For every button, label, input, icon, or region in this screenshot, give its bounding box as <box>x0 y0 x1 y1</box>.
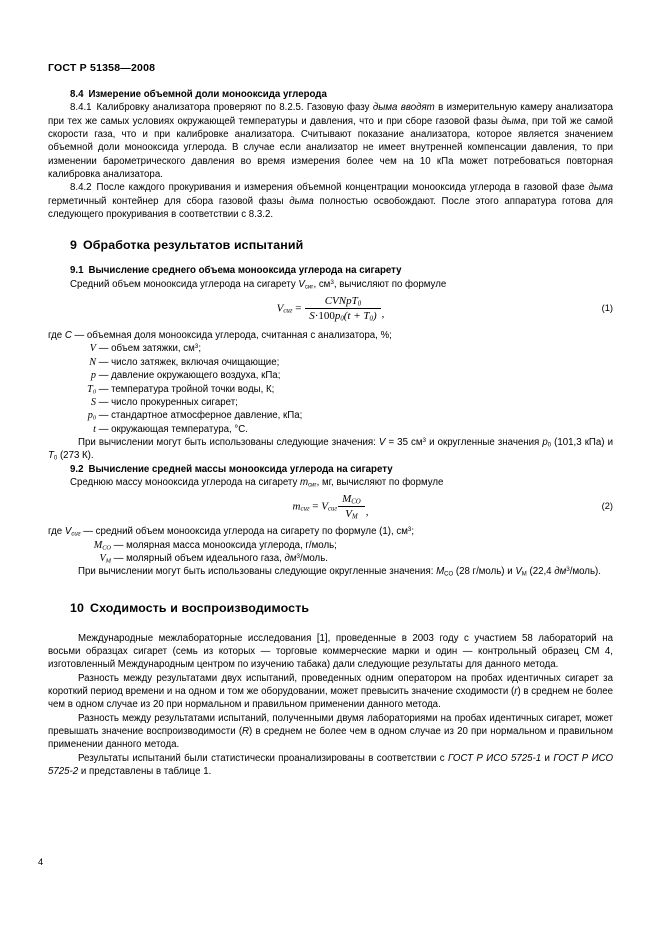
formula-1-number: (1) <box>601 303 613 314</box>
clause-8-4-number: 8.4 <box>70 89 84 100</box>
clause-9-1-lead-subscript: сиг <box>304 284 314 291</box>
definition-description: — объемная доля монооксида углерода, считанная с анализатора, %; <box>71 330 392 342</box>
formula-1-lhs-subscript: сиг <box>283 307 293 315</box>
clause-9-2-number: 9.2 <box>70 463 84 475</box>
definition-item <box>48 409 613 422</box>
definition-symbol: t <box>93 423 96 435</box>
definition-description: — средний объем монооксида углерода на сигарету по формуле (1), см <box>80 526 408 538</box>
clause-9-1-title: Вычисление среднего объема монооксида углерода на сигарету <box>88 265 402 277</box>
formula-2-denominator: $V_М$ <box>345 508 358 521</box>
reproducibility-symbol: R <box>242 726 250 738</box>
note-symbol-p: p <box>542 436 548 448</box>
clause-8-4-1-text-a: Калибровку анализатора проверяют по 8.2.5. Газовую фазу <box>96 102 373 114</box>
reference-gost-5725-1: ГОСТ Р ИСО 5725-1 <box>447 752 542 764</box>
definition-description: — окружающая температура, °С. <box>96 423 248 435</box>
definition-symbol: V <box>89 343 96 355</box>
clause-9-1-lead-c: , вычисляют по формуле <box>333 278 447 290</box>
clause-8-4-1-number: 8.4.1 <box>70 102 92 114</box>
formula-2-lhs: m <box>292 500 301 513</box>
clause-9-2-note <box>48 565 613 578</box>
definition-symbol: $V_М$ <box>99 552 111 565</box>
clause-9-1-lead <box>48 278 613 291</box>
clause-8-4-heading <box>48 88 613 101</box>
repeatability-symbol: r <box>514 686 518 697</box>
definition-item <box>48 342 613 355</box>
section-10-title: Сходимость и воспроизводимость <box>90 600 310 615</box>
clause-8-4-2-text-b: герметичный контейнер для сбора газовой фазы <box>48 195 290 207</box>
note-text-d: (101,3 кПа) и <box>551 436 613 448</box>
where-label: где <box>48 330 65 342</box>
where-label: где <box>48 526 65 538</box>
paragraph-8-4-2 <box>48 181 613 221</box>
definition-superscript: 3 <box>407 526 412 534</box>
definition-description: — молярная масса монооксида углерода, г/моль; <box>111 539 337 551</box>
definition-symbol: $p_0$ <box>87 410 96 422</box>
note-text-e: (273 К). <box>57 450 94 462</box>
definition-description: — давление окружающего воздуха, кПа; <box>96 370 281 382</box>
clause-8-4-2-number: 8.4.2 <box>70 182 92 194</box>
clause-9-2-lead-subscript: сиг <box>308 482 317 489</box>
clause-9-2-lead-a: Среднюю массу монооксида углерода на сигарету <box>70 476 300 488</box>
definition-description: — число затяжек, включая очищающие; <box>96 356 280 368</box>
definition-symbol: N <box>89 356 96 368</box>
formula-1-comma: , <box>381 308 385 321</box>
definition-description: — число прокуренных сигарет; <box>96 396 238 408</box>
clause-9-2-title: Вычисление средней массы монооксида углерода на сигарету <box>88 463 393 475</box>
clause-8-4-2-italic-2: дыма <box>289 195 314 207</box>
section-10-heading <box>48 600 613 616</box>
definition-item <box>48 396 613 409</box>
clause-9-1-number: 9.1 <box>70 265 84 277</box>
note-symbol-t: T <box>48 450 54 462</box>
definition-symbol: $V_{сиг}$ <box>64 526 81 538</box>
clause-9-1-definitions <box>48 329 613 436</box>
clause-8-4-2-italic-1: дыма <box>588 182 613 194</box>
formula-2-number: (2) <box>601 501 613 512</box>
formula-2-comma: , <box>365 506 369 519</box>
definition-item <box>48 423 613 436</box>
definition-item <box>48 329 613 342</box>
section-10-paragraph-2 <box>48 672 613 712</box>
definition-description: — температура тройной точки воды, К; <box>96 383 275 395</box>
clause-8-4-title: Измерение объемной доли монооксида углерода <box>88 89 327 100</box>
section-10-paragraph-4 <box>48 752 613 779</box>
definition-symbol: $M_{CO}$ <box>93 539 111 551</box>
note-unit-dm: дм <box>554 566 567 578</box>
clause-9-1-lead-a: Средний объем монооксида углерода на сигарету <box>70 278 299 290</box>
definition-symbol: C <box>64 330 72 342</box>
formula-1-numerator: CVNpT$_0$ <box>305 295 380 309</box>
note-symbol-v-sub: М <box>521 571 527 578</box>
definition-item <box>48 539 613 552</box>
section-9-number: 9 <box>70 238 78 253</box>
p4-text-b: и представлены в таблице 1. <box>78 766 212 778</box>
p2-text-b: ) в среднем не более чем в одном случае из 20 при нормальном и правильном применении данного метода. <box>48 686 613 711</box>
definition-item <box>48 525 613 538</box>
formula-1-fraction <box>305 295 380 322</box>
formula-1-denominator: $S\cdot 100p_0(t + T_0)$ <box>309 310 377 323</box>
definition-item <box>48 369 613 382</box>
definition-description-tail: /моль. <box>300 552 328 564</box>
reference-gost-5725-2: ГОСТ Р ИСО 5725-2 <box>48 752 613 778</box>
clause-8-4-1-text-c: , при той же самой скорости газа, что и при калибровке анализатора. Считывают показание анализатора, которое является значением объемной доли монооксида углерода. В случае если анализатор не имеет внутренней компенсации давления, то при изменении барометрического давления во время измерения более чем на 10 кПа может потребоваться повторная калибровка анализатора. <box>48 115 613 181</box>
section-10-paragraph-1: Международные межлабораторные исследования [1], проведенные в 2003 году с участием 58 лабораторий на восьми образцах сигарет (семь из которых — торговые коммерческие марки и один — контрольный образец СМ 4, изготовленный Международным центром по изучению табака) дали следующие результаты для данного метода. <box>48 632 613 671</box>
clause-9-2-lead <box>48 476 613 489</box>
definition-italic-unit: дм <box>284 552 297 564</box>
definition-item <box>48 356 613 369</box>
clause-8-4-1-text-b: в измерительную камеру анализатора при тех же самых условиях окружающей температуры и давления, что и при сборе газовой фазы <box>48 102 613 127</box>
formula-1 <box>48 295 613 322</box>
formula-2-row <box>48 489 613 525</box>
formula-2-rhs-subscript: сиг <box>328 505 338 513</box>
definition-description: — объем затяжки, см <box>96 343 195 355</box>
definition-description: — стандартное атмосферное давление, кПа; <box>96 410 303 422</box>
clause-9-1-lead-superscript: 3 <box>330 278 334 286</box>
formula-2-rhs-symbol: V <box>321 500 328 513</box>
clause-9-1-lead-b: , см <box>313 278 331 290</box>
note-text-a: При вычислении могут быть использованы следующие округленные значения: <box>78 566 437 578</box>
note-text-c: (22,4 <box>526 566 555 578</box>
clause-9-2-definitions <box>48 525 613 565</box>
clause-9-1-lead-symbol: V <box>298 278 305 290</box>
note-symbol-v: V <box>515 566 522 578</box>
clause-9-1-heading <box>48 264 613 277</box>
p4-text-a: Результаты испытаний были статистически проанализированы в соответствии с <box>78 752 448 764</box>
note-superscript: 3 <box>566 566 570 574</box>
formula-2 <box>48 493 613 520</box>
formula-2-fraction <box>338 493 365 520</box>
note-text-b: = 35 см <box>385 436 423 448</box>
p2-text-a: Разность между результатами двух испытаний, проведенных одним оператором на пробах идентичных сигарет за короткий период времени и на одном и том же оборудовании, может превысить значение сходимости ( <box>48 672 613 697</box>
definition-description-tail: ; <box>198 343 202 355</box>
note-text-d: /моль). <box>569 566 601 578</box>
note-symbol-t-sub: 0 <box>53 455 58 462</box>
page-number: 4 <box>38 857 44 867</box>
clause-9-2-lead-symbol: m <box>300 476 309 488</box>
note-text-a: При вычислении могут быть использованы следующие значения: <box>78 436 379 448</box>
clause-9-2-lead-b: , мг, вычисляют по формуле <box>316 476 444 488</box>
note-symbol-m: M <box>436 566 445 578</box>
note-superscript: 3 <box>422 437 427 445</box>
formula-2-equals: = <box>312 500 319 513</box>
paragraph-8-4-1 <box>48 101 613 181</box>
definition-symbol: S <box>90 396 96 408</box>
page-content <box>48 88 613 778</box>
note-symbol-v: V <box>378 436 386 448</box>
note-text-c: и округленные значения <box>426 436 543 448</box>
definition-superscript: 3 <box>296 553 301 561</box>
note-symbol-p-sub: 0 <box>547 442 552 449</box>
p4-text-mid: и <box>541 752 554 764</box>
clause-9-2-heading <box>48 463 613 476</box>
clause-8-4-1-italic-1: дыма вводят <box>372 102 435 114</box>
definition-superscript: 3 <box>194 343 199 351</box>
definition-description-tail: ; <box>411 526 415 538</box>
formula-2-numerator: $M_{CO}$ <box>338 493 365 507</box>
definition-description: — молярный объем идеального газа, <box>111 552 285 564</box>
formula-2-lhs-subscript: сиг <box>300 505 310 513</box>
clause-8-4-1-italic-2: дыма <box>501 115 526 127</box>
definition-symbol: p <box>90 370 96 382</box>
formula-1-numerator-subscript: 0 <box>357 300 362 308</box>
p3-text-a: Разность между результатами испытаний, полученными двумя лабораториями на пробах идентичных сигарет, может превышать значение воспроизводимости ( <box>48 712 613 738</box>
clause-9-1-note <box>48 436 613 463</box>
standard-header: ГОСТ Р 51358—2008 <box>48 62 156 74</box>
p3-text-b: ) в среднем не более чем в одном случае из 20 при нормальном и правильном применении данного метода. <box>48 726 613 751</box>
formula-1-equals: = <box>295 302 302 315</box>
clause-8-4-2-text-a: После каждого прокуривания и измерения объемной концентрации монооксида углерода в газовой фазе <box>96 182 589 194</box>
formula-1-row <box>48 291 613 329</box>
section-9-title: Обработка результатов испытаний <box>83 238 304 253</box>
section-9-heading <box>48 237 613 253</box>
definition-item <box>48 552 613 565</box>
formula-1-lhs: V <box>276 302 284 315</box>
clause-8-4-2-text-c: полностью освобождают. После этого аппаратура готова для следующего прокуривания в соответствии с 8.3.2. <box>48 195 613 221</box>
definition-symbol: $T_0$ <box>87 383 96 395</box>
section-10-paragraph-3 <box>48 712 613 752</box>
definition-item <box>48 383 613 396</box>
note-text-b: (28 г/моль) и <box>453 566 516 578</box>
section-10-number: 10 <box>70 600 85 615</box>
note-symbol-m-sub: CO <box>444 571 454 578</box>
